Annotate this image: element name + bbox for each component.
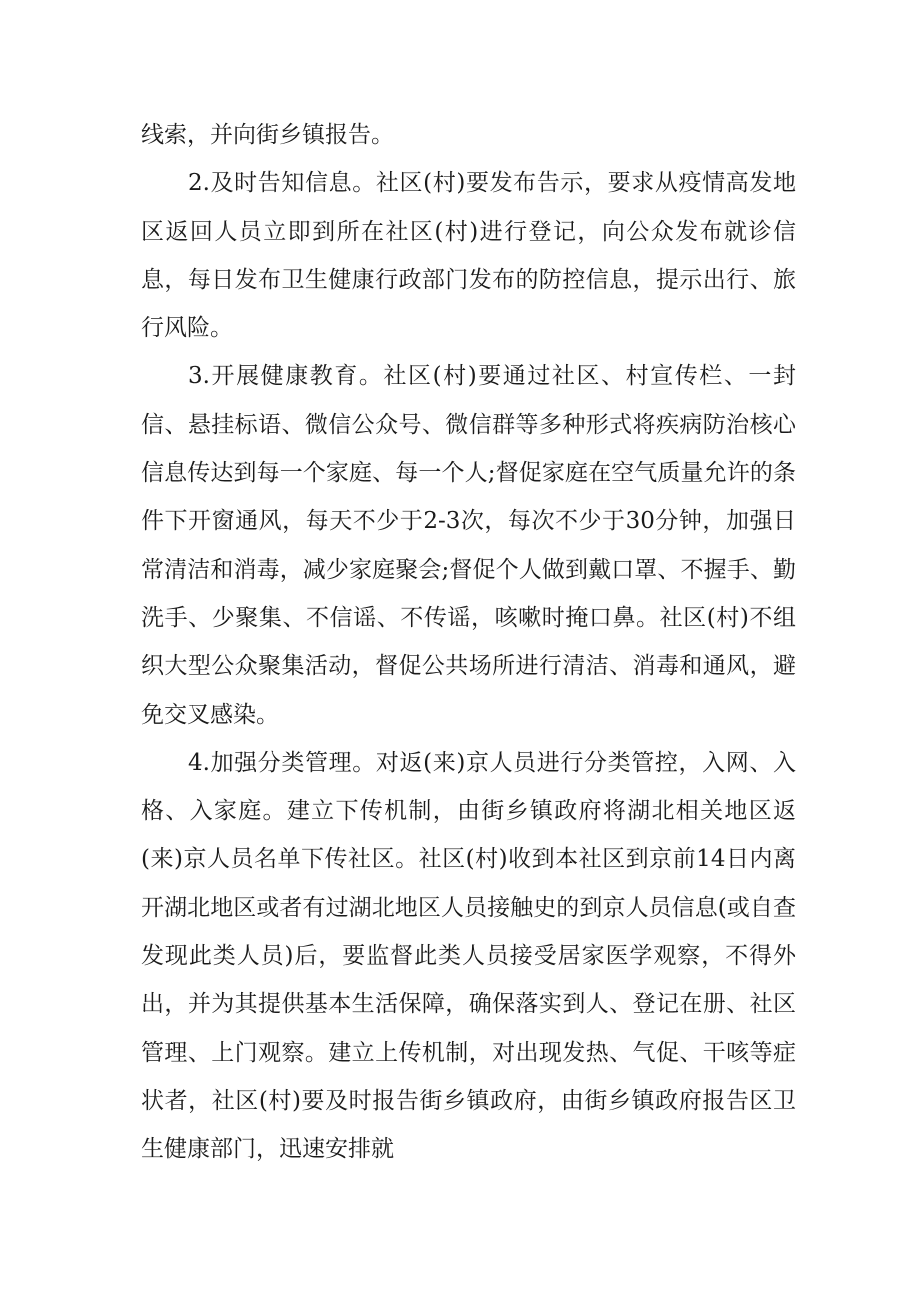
document-body [141,111,796,1174]
paragraph-continuation: 线索，并向街乡镇报告。 [141,122,394,148]
paragraph-item-3: 3.开展健康教育。社区(村)要通过社区、村宣传栏、一封信、悬挂标语、微信公众号、微信群等多种形式将疾病防治核心信息传达到每一个家庭、每一个人;督促家庭在空气质量允许的条件下开窗通风，每天不少于2-3次，每次不少于30分钟，加强日常清洁和消毒，减少家庭聚会;督促个人做到戴口罩、不握手、勤洗手、少聚集、不信谣、不传谣，咳嗽时掩口鼻。社区(村)不组织大型公众聚集活动，督促公共场所进行清洁、消毒和通风，避免交叉感染。 [141,363,796,728]
paragraph-item-4: 4.加强分类管理。对返(来)京人员进行分类管控，入网、入格、入家庭。建立下传机制，由街乡镇政府将湖北相关地区返(来)京人员名单下传社区。社区(村)收到本社区到京前14日内离开湖北地区或者有过湖北地区人员接触史的到京人员信息(或自查发现此类人员)后，要监督此类人员接受居家医学观察，不得外出，并为其提供基本生活保障，确保落实到人、登记在册、社区管理、上门观察。建立上传机制，对出现发热、气促、干咳等症状者，社区(村)要及时报告街乡镇政府，由街乡镇政府报告区卫生健康部门，迅速安排就 [141,749,796,1163]
paragraph-item-2: 2.及时告知信息。社区(村)要发布告示，要求从疫情高发地区返回人员立即到所在社区(村)进行登记，向公众发布就诊信息，每日发布卫生健康行政部门发布的防控信息，提示出行、旅行风险。 [141,170,796,342]
